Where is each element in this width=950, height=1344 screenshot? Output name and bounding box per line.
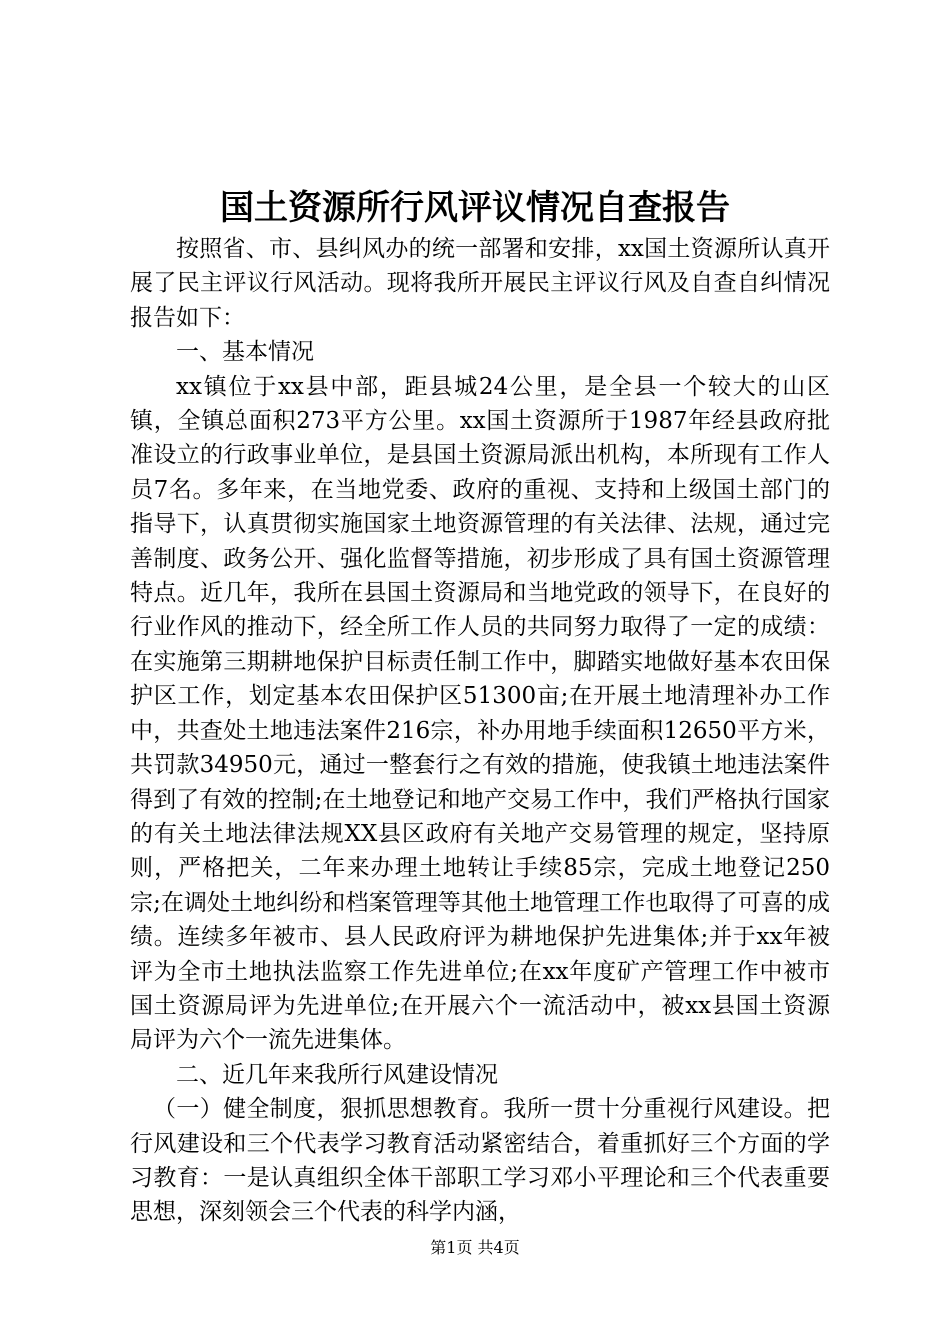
page-footer: 第1页 共4页 <box>430 1238 520 1257</box>
document-title: 国土资源所行风评议情况自查报告 <box>220 188 730 228</box>
basic-situation-paragraph: xx镇位于xx县中部，距县城24公里，是全县一个较大的山区镇，全镇总面积273平方公里。xx国土资源所于1987年经县政府批准设立的行政事业单位，是县国土资源局派出机构，本所现有工作人员7名。多年来，在当地党委、政府的重视、支持和上级国土部门的指导下，认真贯彻实施国家土地资源管理的有关法律、法规，通过完善制度、政务公开、强化监督等措施，初步形成了具有国土资源管理特点。近几年，我所在县国土资源局和当地党政的领导下，在良好的行业作风的推动下，经全所工作人员的共同努力取得了一定的成绩：在实施第三期耕地保护目标责任制工作中，脚踏实地做好基本农田保护区工作，划定基本农田保护区51300亩;在开展土地清理补办工作中，共查处土地违法案件216宗，补办用地手续面积12650平方米，共罚款34950元，通过一整套行之有效的措施，使我镇土地违法案件得到了有效的控制;在土地登记和地产交易工作中，我们严格执行国家的有关土地法律法规XX县区政府有关地产交易管理的规定，坚持原则，严格把关，二年来办理土地转让手续85宗，完成土地登记250宗;在调处土地纠纷和档案管理等其他土地管理工作也取得了可喜的成绩。连续多年被市、县人民政府评为耕地保护先进集体;并于xx年被评为全市土地执法监察工作先进单位;在xx年度矿产管理工作中被市国土资源局评为先进单位;在开展六个一流活动中，被xx县国土资源局评为六个一流先进集体。 <box>130 373 830 1054</box>
document-body <box>130 232 830 1230</box>
section-heading-basic: 一、基本情况 <box>176 339 314 366</box>
section-heading-conduct: 二、近几年来我所行风建设情况 <box>176 1061 498 1088</box>
intro-paragraph: 按照省、市、县纠风办的统一部署和安排，xx国土资源所认真开展了民主评议行风活动。现将我所开展民主评议行风及自查自纠情况报告如下： <box>130 236 830 331</box>
subsection-paragraph-1: （一）健全制度，狠抓思想教育。我所一贯十分重视行风建设。把行风建设和三个代表学习教育活动紧密结合，着重抓好三个方面的学习教育：一是认真组织全体干部职工学习邓小平理论和三个代表重要思想，深刻领会三个代表的科学内涵， <box>130 1096 830 1226</box>
